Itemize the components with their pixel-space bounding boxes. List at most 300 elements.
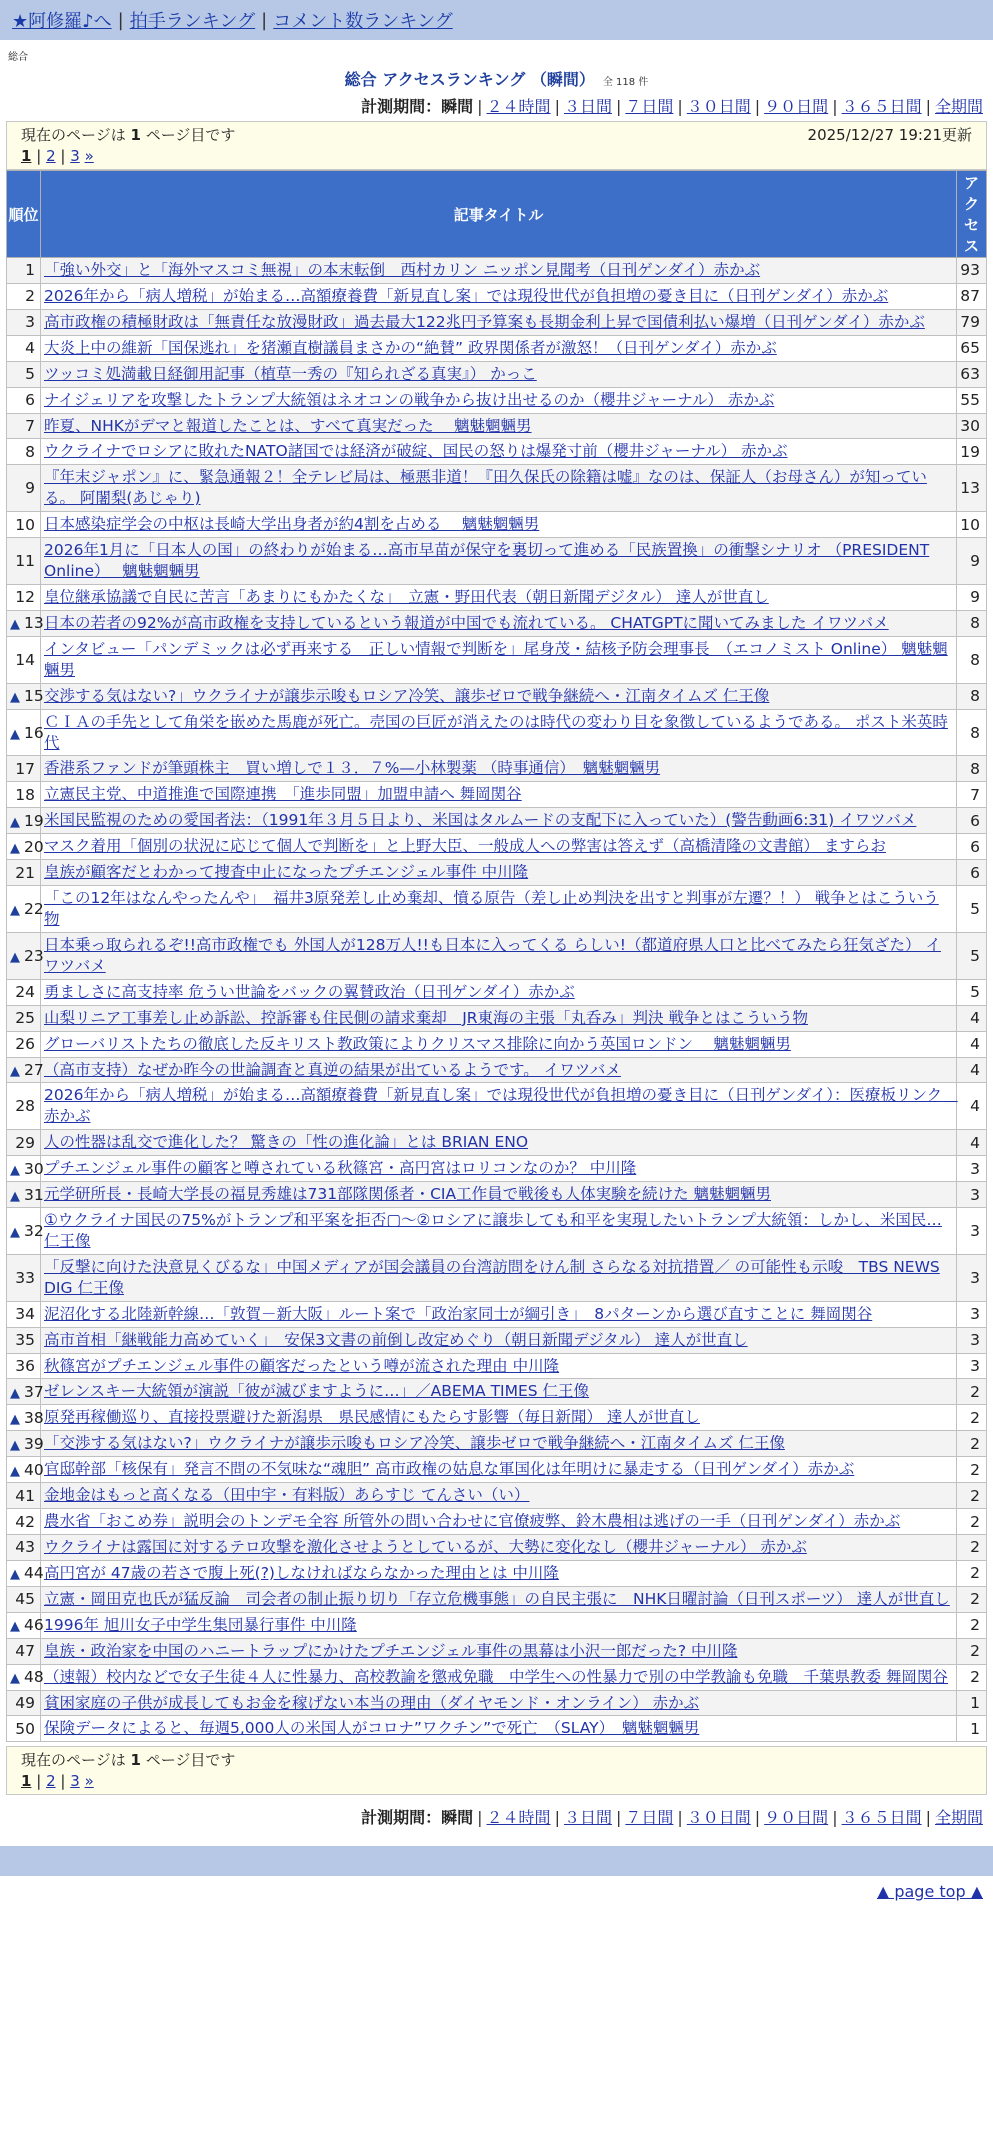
title-cell — [41, 258, 957, 284]
table-row — [7, 1254, 987, 1301]
table-row — [7, 1379, 987, 1405]
table-row — [7, 584, 987, 610]
access-count: 4 — [957, 1130, 987, 1156]
rank-cell — [7, 979, 41, 1005]
title-cell — [41, 1612, 957, 1638]
title-cell — [41, 512, 957, 538]
rank-number: 33 — [15, 1268, 35, 1287]
rank-cell — [7, 808, 44, 834]
table-row — [7, 683, 987, 709]
table-row — [7, 1664, 987, 1690]
rank-number: 25 — [15, 1009, 35, 1028]
total-count: 全 118 件 — [602, 77, 649, 88]
period-option-0: 瞬間 — [441, 1808, 474, 1828]
access-count: 65 — [957, 335, 987, 361]
rank-cell — [7, 636, 41, 683]
access-count: 30 — [957, 413, 987, 439]
rank-up-icon: ▲ — [10, 690, 20, 706]
title-cell — [41, 1405, 957, 1431]
rank-number: 35 — [15, 1331, 35, 1350]
access-count: 3 — [957, 1182, 987, 1208]
period-option-6[interactable]: ３６５日間 — [841, 97, 922, 116]
rank-cell — [7, 1483, 41, 1509]
article-link[interactable]: グローバリストたちの徹底した反キリスト教政策によりクリスマス排除に向かう英国ロンドン 魑魅魍魎男 — [44, 1034, 791, 1053]
updated-timestamp: 2025/12/27 19:21更新 — [807, 126, 972, 144]
title-cell — [41, 413, 957, 439]
rank-number: 12 — [15, 588, 35, 607]
rank-cell — [7, 1431, 44, 1457]
table-row — [7, 610, 987, 636]
rank-cell — [7, 1031, 41, 1057]
title-cell — [41, 1716, 957, 1742]
article-link[interactable]: 「交渉する気はない?」ウクライナが譲歩示唆もロシア冷笑、譲歩ゼロで戦争継続へ・江南タイムズ 仁王像 — [44, 1434, 785, 1453]
rank-cell — [7, 683, 44, 709]
rank-up-icon: ▲ — [10, 1567, 20, 1583]
rank-cell — [7, 258, 41, 284]
pager-page-2[interactable]: 2 — [46, 147, 56, 165]
rank-cell — [7, 1560, 44, 1586]
article-link[interactable]: 『年末ジャポン』に、緊急通報２！全テレビ局は、極悪非道！『田久保氏の除籍は嘘』なのは、保証人（お母さん）が知っている。 阿闍梨(あじゃり) — [44, 468, 927, 508]
table-row — [7, 1327, 987, 1353]
rank-cell — [7, 1182, 44, 1208]
access-count: 4 — [957, 1083, 987, 1130]
rank-number: 38 — [24, 1408, 44, 1427]
rank-cell — [7, 283, 41, 309]
article-link[interactable]: 農水省「おこめ券」説明会のトンデモ全容 所管外の問い合わせに官僚疲弊、鈴木農相は逃げの一手（日刊ゲンダイ）赤かぶ — [44, 1512, 901, 1531]
rank-cell — [7, 1638, 41, 1664]
article-link[interactable]: ナイジェリアを攻撃したトランプ大統領はネオコンの戦争から抜け出せるのか（櫻井ジャーナル） 赤かぶ — [44, 390, 775, 409]
article-link[interactable]: 原発再稼働巡り、直接投票避けた新潟県 県民感情にもたらす影響（毎日新聞） 達人が世直し — [44, 1408, 700, 1427]
rank-number: 7 — [25, 416, 35, 435]
rank-number: 24 — [15, 983, 35, 1002]
rank-cell — [7, 610, 44, 636]
rank-number: 31 — [24, 1185, 44, 1204]
table-row — [7, 782, 987, 808]
pager-separator: | — [60, 147, 66, 165]
rank-number: 43 — [15, 1538, 35, 1557]
access-count: 93 — [957, 258, 987, 284]
rank-number: 32 — [24, 1221, 44, 1240]
period-option-2[interactable]: ３日間 — [563, 97, 612, 116]
article-link[interactable]: 貧困家庭の子供が成長してもお金を稼げない本当の理由（ダイヤモンド・オンライン） 赤かぶ — [44, 1693, 700, 1712]
rank-number: 34 — [15, 1305, 35, 1324]
rank-number: 13 — [24, 614, 44, 633]
title-cell — [41, 387, 957, 413]
article-link[interactable]: ゼレンスキー大統領が演説「彼が滅びますように…」／ABEMA TIMES 仁王像 — [44, 1382, 590, 1401]
period-separator: | — [754, 97, 761, 116]
rank-number: 15 — [24, 687, 44, 706]
rank-up-icon: ▲ — [10, 1063, 20, 1079]
rank-cell — [7, 309, 41, 335]
title-cell — [41, 1083, 957, 1130]
table-row — [7, 283, 987, 309]
pager-page-2[interactable]: 2 — [46, 1772, 56, 1791]
pager-page-3[interactable]: 3 — [70, 1772, 80, 1791]
article-link[interactable]: 2026年から「病人増税」が始まる…高額療養費「新見直し案」では現役世代が負担増の憂き目に（日刊ゲンダイ）赤かぶ — [44, 286, 889, 305]
title-cell — [41, 283, 957, 309]
table-row — [7, 1005, 987, 1031]
period-option-5[interactable]: ９０日間 — [764, 97, 829, 116]
table-row — [7, 756, 987, 782]
pager-separator: | — [36, 1772, 42, 1791]
access-count: 3 — [957, 1208, 987, 1255]
access-count: 2 — [957, 1405, 987, 1431]
period-label: 計測期間： — [361, 97, 442, 116]
title-cell — [41, 1327, 957, 1353]
rank-up-icon: ▲ — [10, 814, 20, 830]
article-link[interactable]: 「この12年はなんやったんや」 福井3原発差し止め棄却、憤る原告（差し止め判決を出すと判事が左遷？！） 戦争とはこういう物 — [44, 889, 939, 928]
period-separator: | — [677, 97, 683, 116]
article-link[interactable]: 元学研所長・長崎大学長の福見秀雄は731部隊関係者・CIA工作員で戦後も人体実験を続けた 魑魅魍魎男 — [44, 1185, 772, 1204]
title-cell — [41, 979, 957, 1005]
article-link[interactable]: インタビュー「パンデミックは必ず再来する 正しい情報で判断を」尾身茂・結核予防会理事長 （エコノミスト Online） 魑魅魍魎男 — [44, 639, 948, 679]
access-count: 2 — [957, 1638, 987, 1664]
access-count: 2 — [957, 1483, 987, 1509]
access-count: 19 — [957, 439, 987, 465]
table-row — [7, 1535, 987, 1561]
page-title — [0, 67, 993, 90]
pager-page-1: 1 — [21, 1772, 32, 1791]
access-count: 79 — [957, 309, 987, 335]
access-count: 13 — [957, 465, 987, 512]
table-row — [7, 1301, 987, 1327]
title-cell — [41, 1457, 957, 1483]
rank-cell — [7, 1716, 41, 1742]
nav-separator: | — [117, 9, 124, 31]
access-count: 7 — [957, 782, 987, 808]
period-separator: | — [554, 97, 560, 116]
article-link[interactable]: 秋篠宮がプチエンジェル事件の顧客だったという噂が流された理由 中川隆 — [44, 1356, 560, 1375]
rank-cell — [7, 465, 41, 512]
rank-cell — [7, 413, 41, 439]
table-row — [7, 1483, 987, 1509]
article-link[interactable]: 「強い外交」と「海外マスコミ無視」の本末転倒 西村カリン ニッポン見聞考（日刊ゲンダイ）赤かぶ — [44, 261, 761, 279]
table-row — [7, 1431, 987, 1457]
rank-number: 28 — [15, 1097, 35, 1116]
title-cell — [41, 1690, 957, 1716]
period-separator: | — [925, 1808, 931, 1828]
rank-cell — [7, 709, 44, 756]
access-count: 8 — [957, 610, 987, 636]
title-cell — [41, 1664, 957, 1690]
title-cell — [41, 335, 957, 361]
title-cell — [41, 932, 957, 979]
rank-number: 21 — [15, 863, 35, 882]
rank-number: 9 — [25, 479, 35, 498]
article-link[interactable]: 人の性器は乱交で進化した？ 驚きの「性の進化論」とは BRIAN ENO — [44, 1133, 529, 1152]
article-link[interactable]: 勇ましさに高支持率 危うい世論をバックの翼賛政治（日刊ゲンダイ）赤かぶ — [44, 982, 575, 1001]
rank-cell — [7, 1509, 41, 1535]
rank-number: 45 — [15, 1590, 35, 1609]
article-link[interactable]: 大炎上中の維新「国保逃れ」を猪瀬直樹議員まさかの“絶賛” 政界関係者が激怒！（日刊ゲンダイ）赤かぶ — [44, 338, 777, 357]
table-row — [7, 1509, 987, 1535]
article-link[interactable]: 皇族が顧客だとわかって捜査中止になったプチエンジェル事件 中川隆 — [44, 863, 529, 882]
article-link[interactable]: 立憲民主党、中道推進で国際連携 「進歩同盟」加盟申請へ 舞岡関谷 — [44, 785, 522, 804]
table-row — [7, 979, 987, 1005]
rank-number: 27 — [24, 1060, 44, 1079]
access-count: 4 — [957, 1057, 987, 1083]
rank-cell — [7, 1208, 44, 1255]
access-count: 9 — [957, 538, 987, 585]
access-count: 2 — [957, 1431, 987, 1457]
access-count: 3 — [957, 1156, 987, 1182]
access-count: 8 — [957, 683, 987, 709]
access-count: 2 — [957, 1664, 987, 1690]
rank-cell — [7, 1130, 41, 1156]
rank-cell — [7, 1254, 41, 1301]
article-link[interactable]: 保険データによると、毎週5,000人の米国人がコロナ”ワクチン”で死亡 （SLAY） 魑魅魍魎男 — [44, 1719, 700, 1738]
table-row — [7, 1560, 987, 1586]
page-info-box-bottom — [6, 1746, 987, 1795]
article-link[interactable]: 1996年 旭川女子中学生集団暴行事件 中川隆 — [44, 1615, 357, 1634]
page-top-link[interactable]: ▲ page top ▲ — [876, 1882, 983, 1902]
title-cell — [41, 1301, 957, 1327]
period-option-2[interactable]: ３日間 — [563, 1808, 612, 1828]
article-link[interactable]: 日本の若者の92%が高市政権を支持しているという報道が中国でも流れている。 CHATGPTに聞いてみました イワツバメ — [44, 613, 889, 632]
table-row — [7, 808, 987, 834]
period-option-3[interactable]: ７日間 — [625, 1808, 674, 1828]
article-link[interactable]: 高円宮が 47歳の若さで腹上死(?)しなければならなかった理由とは 中川隆 — [44, 1563, 559, 1582]
rank-number: 4 — [25, 339, 35, 358]
period-option-1[interactable]: ２４時間 — [486, 97, 551, 116]
title-cell — [41, 1031, 957, 1057]
access-count: 5 — [957, 932, 987, 979]
article-link[interactable]: 山梨リニア工事差し止め訴訟、控訴審も住民側の請求棄却 JR東海の主張「丸呑み」判決 戦争とはこういう物 — [44, 1008, 808, 1027]
period-option-5[interactable]: ９０日間 — [764, 1808, 829, 1828]
page-title-text: 総合 アクセスランキング （瞬間） — [344, 70, 595, 89]
article-link[interactable]: （高市支持）なぜか昨今の世論調査と真逆の結果が出ているようです。 イワツバメ — [44, 1060, 621, 1079]
title-cell — [41, 538, 957, 585]
article-link[interactable]: 日本乗っ取られるぞ!!高市政権でも 外国人が128万人!!も日本に入ってくる らしい!（都道府県人口と比べてみたら狂気ざた） イワツバメ — [44, 935, 941, 975]
title-cell — [41, 1379, 957, 1405]
title-cell — [41, 834, 957, 860]
table-row — [7, 1031, 987, 1057]
rank-number: 36 — [15, 1357, 35, 1376]
title-header: 記事タイトル — [41, 171, 957, 258]
article-link[interactable]: ウクライナは露国に対するテロ攻撃を激化させようとしているが、大勢に変化なし（櫻井ジャーナル） 赤かぶ — [44, 1538, 807, 1557]
rank-header: 順位 — [7, 171, 41, 258]
rank-up-icon: ▲ — [10, 726, 20, 742]
period-option-3[interactable]: ７日間 — [625, 97, 674, 116]
title-cell — [41, 309, 957, 335]
title-cell — [41, 1353, 957, 1379]
article-link[interactable]: 高市首相「継戦能力高めていく」 安保3文書の前倒し改定めぐり（朝日新聞デジタル） 達人が世直し — [44, 1330, 748, 1349]
title-cell — [41, 683, 957, 709]
rank-up-icon: ▲ — [10, 1224, 20, 1240]
access-count: 1 — [957, 1716, 987, 1742]
table-row — [7, 1586, 987, 1612]
article-link[interactable]: 交渉する気はない?」ウクライナが譲歩示唆もロシア冷笑、譲歩ゼロで戦争継続へ・江南タイムズ 仁王像 — [44, 686, 770, 705]
title-cell — [41, 610, 957, 636]
rank-cell — [7, 1005, 41, 1031]
title-cell — [41, 808, 957, 834]
rank-number: 48 — [24, 1668, 44, 1687]
rank-cell — [7, 512, 41, 538]
article-link[interactable]: 泥沼化する北陸新幹線…「敦賀－新大阪」ルート案で「政治家同士が綱引き」 8パターンから選び直すことに 舞岡関谷 — [44, 1304, 873, 1323]
rank-number: 11 — [15, 552, 35, 571]
rank-number: 47 — [15, 1642, 35, 1661]
title-cell — [41, 782, 957, 808]
article-link[interactable]: 立憲・岡田克也氏が猛反論 司会者の制止振り切り「存立危機事態」の自民主張に NHK日曜討論（日刊スポーツ） 達人が世直し — [44, 1589, 950, 1608]
rank-up-icon: ▲ — [10, 617, 20, 633]
pager-next[interactable]: » — [84, 147, 94, 165]
table-row — [7, 361, 987, 387]
period-option-4[interactable]: ３０日間 — [686, 97, 751, 116]
access-count: 6 — [957, 808, 987, 834]
access-count: 63 — [957, 361, 987, 387]
title-cell — [41, 860, 957, 886]
home-link[interactable]: ★阿修羅♪へ — [12, 11, 112, 32]
table-row — [7, 1083, 987, 1130]
rank-number: 26 — [15, 1035, 35, 1054]
period-option-7[interactable]: 全期間 — [934, 1808, 983, 1828]
title-cell — [41, 1560, 957, 1586]
title-cell — [41, 886, 957, 933]
table-row — [7, 1612, 987, 1638]
clap-ranking-link[interactable]: 拍手ランキング — [129, 11, 256, 32]
period-separator: | — [615, 1808, 622, 1828]
access-count: 3 — [957, 1353, 987, 1379]
rank-number: 22 — [24, 899, 44, 918]
table-row — [7, 636, 987, 683]
rank-number: 50 — [15, 1719, 35, 1738]
comment-ranking-link[interactable]: コメント数ランキング — [273, 11, 453, 32]
rank-number: 42 — [15, 1512, 35, 1531]
article-link[interactable]: 香港系ファンドが筆頭株主 買い増しで１３．７%—小林製薬 （時事通信） 魑魅魍魎男 — [44, 759, 661, 778]
access-count: 2 — [957, 1457, 987, 1483]
table-row — [7, 1057, 987, 1083]
access-count: 2 — [957, 1535, 987, 1561]
rank-number: 19 — [24, 811, 44, 830]
pager-separator: | — [60, 1772, 66, 1791]
access-count: 9 — [957, 584, 987, 610]
rank-number: 10 — [15, 515, 35, 534]
table-row — [7, 538, 987, 585]
rank-up-icon: ▲ — [10, 1188, 20, 1204]
period-option-7[interactable]: 全期間 — [934, 97, 983, 116]
rank-number: 23 — [24, 946, 44, 965]
rank-up-icon: ▲ — [10, 1671, 20, 1687]
table-row — [7, 1716, 987, 1742]
pager-bottom — [21, 1772, 972, 1790]
period-option-4[interactable]: ３０日間 — [686, 1808, 751, 1828]
article-link[interactable]: 皇族・政治家を中国のハニートラップにかけたプチエンジェル事件の黒幕は小沢一郎だった? 中川隆 — [44, 1641, 738, 1660]
article-link[interactable]: マスク着用「個別の状況に応じて個人で判断を」と上野大臣、一般成人への弊害は答えず（高橋清隆の文書館） ますらお — [44, 837, 886, 856]
access-count: 2 — [957, 1509, 987, 1535]
article-link[interactable]: 高市政権の積極財政は「無責任な放漫財政」過去最大122兆円予算案も長期金利上昇で国債利払い爆増（日刊ゲンダイ）赤かぶ — [44, 312, 925, 331]
article-link[interactable]: 官邸幹部「核保有」発言不問の不気味な“魂胆” 高市政権の姑息な軍国化は年明けに暴走する（日刊ゲンダイ）赤かぶ — [44, 1460, 855, 1479]
rank-cell — [7, 1586, 41, 1612]
article-link[interactable]: 金地金はもっと高くなる（田中宇・有料版）あらすじ てんさい（い） — [44, 1486, 530, 1505]
access-count: 55 — [957, 387, 987, 413]
rank-number: 39 — [24, 1434, 44, 1453]
period-separator: | — [554, 1808, 560, 1828]
article-link[interactable]: 皇位継承協議で自民に苦言「あまりにもかたくな」 立憲・野田代表（朝日新聞デジタル） 達人が世直し — [44, 587, 769, 606]
pager-top — [21, 147, 972, 165]
access-count: 5 — [957, 886, 987, 933]
table-row — [7, 387, 987, 413]
rank-number: 40 — [24, 1460, 44, 1479]
period-option-0: 瞬間 — [441, 97, 474, 116]
table-row — [7, 439, 987, 465]
rank-cell — [7, 834, 44, 860]
rank-number: 14 — [15, 650, 35, 669]
access-count: 2 — [957, 1612, 987, 1638]
article-link[interactable]: 2026年から「病人増税」が始まる…高額療養費「新見直し案」では現役世代が負担増の憂き目に（日刊ゲンダイ）：医療板リンク 赤かぶ — [44, 1086, 958, 1126]
article-link[interactable]: 2026年1月に「日本人の国」の終わりが始まる…高市早苗が保守を裏切って進める「民族置換」の衝撃シナリオ （PRESIDENT Online） 魑魅魍魎男 — [44, 541, 930, 581]
access-count: 2 — [957, 1560, 987, 1586]
title-cell — [41, 1483, 957, 1509]
rank-number: 46 — [24, 1616, 44, 1635]
table-row — [7, 1457, 987, 1483]
pager-next[interactable]: » — [84, 1772, 94, 1791]
access-count: 10 — [957, 512, 987, 538]
access-count: 8 — [957, 709, 987, 756]
rank-cell — [7, 886, 44, 933]
rank-cell — [7, 1083, 41, 1130]
rank-cell — [7, 932, 44, 979]
article-link[interactable]: （速報）校内などで女子生徒４人に性暴力、高校教諭を懲戒免職 中学生への性暴力で別の中学教諭も免職 千葉県教委 舞岡関谷 — [44, 1667, 948, 1686]
access-count: 87 — [957, 283, 987, 309]
article-link[interactable]: ウクライナでロシアに敗れたNATO諸国では経済が破綻、国民の怒りは爆発寸前（櫻井ジャーナル） 赤かぶ — [44, 442, 788, 461]
rank-cell — [7, 1664, 44, 1690]
rank-number: 5 — [25, 365, 35, 384]
title-cell — [41, 1130, 957, 1156]
rank-number: 30 — [24, 1159, 44, 1178]
rank-number: 49 — [15, 1694, 35, 1712]
title-cell — [41, 636, 957, 683]
title-cell — [41, 1182, 957, 1208]
article-link[interactable]: 日本感染症学会の中枢は長崎大学出身者が約4割を占める 魑魅魍魎男 — [44, 515, 540, 534]
rank-cell — [7, 782, 41, 808]
rank-number: 44 — [24, 1564, 44, 1583]
rank-up-icon: ▲ — [10, 1437, 20, 1453]
title-cell — [41, 709, 957, 756]
rank-number: 8 — [25, 442, 35, 461]
rank-cell — [7, 1612, 44, 1638]
current-page-text: 現在のページは 1 ページ目です — [21, 1751, 236, 1770]
article-link[interactable]: 「反撃に向けた決意見くびるな」中国メディアが国会議員の台湾訪問をけん制 さらなる対抗措置／ の可能性も示唆 TBS NEWS DIG 仁王像 — [44, 1257, 940, 1297]
rank-cell — [7, 1156, 44, 1182]
access-count: 2 — [957, 1586, 987, 1612]
period-separator: | — [832, 1808, 838, 1828]
rank-cell — [7, 1457, 44, 1483]
access-count: 3 — [957, 1327, 987, 1353]
period-separator: | — [832, 97, 838, 116]
article-link[interactable]: 米国民監視のための愛国者法：（1991年３月５日より、米国はタルムードの支配下に入っていた）(警告動画6:31) イワツバメ — [44, 811, 917, 830]
pager-page-3[interactable]: 3 — [70, 147, 80, 165]
article-link[interactable]: ＣＩＡの手先として角栄を嵌めた馬鹿が死亡。売国の巨匠が消えたのは時代の変わり目を象徴しているようである。 ポスト米英時代 — [44, 712, 948, 752]
table-row — [7, 1130, 987, 1156]
pager-separator: | — [36, 147, 42, 165]
article-link[interactable]: ツッコミ処満載日経御用記事（植草一秀の『知られざる真実』） かっこ — [44, 364, 537, 383]
article-link[interactable]: 昨夏、NHKがデマと報道したことは、すべて真実だった 魑魅魍魎男 — [44, 416, 532, 435]
rank-cell — [7, 756, 41, 782]
rank-number: 3 — [25, 313, 35, 332]
rank-cell — [7, 860, 41, 886]
article-link[interactable]: ①ウクライナ国民の75%がトランプ和平案を拒否▢〜②ロシアに譲歩しても和平を実現したいトランプ大統領：しかし、米国民… 仁王像 — [44, 1211, 942, 1250]
article-link[interactable]: プチエンジェル事件の顧客と噂されている秋篠宮・高円宮はロリコンなのか？ 中川隆 — [44, 1159, 637, 1178]
period-option-1[interactable]: ２４時間 — [486, 1808, 551, 1828]
period-option-6[interactable]: ３６５日間 — [841, 1808, 922, 1828]
title-cell — [41, 1005, 957, 1031]
table-row — [7, 834, 987, 860]
title-cell — [41, 1057, 957, 1083]
access-count: 5 — [957, 979, 987, 1005]
access-count: 6 — [957, 860, 987, 886]
title-cell — [41, 439, 957, 465]
ranking-table — [6, 170, 987, 1742]
